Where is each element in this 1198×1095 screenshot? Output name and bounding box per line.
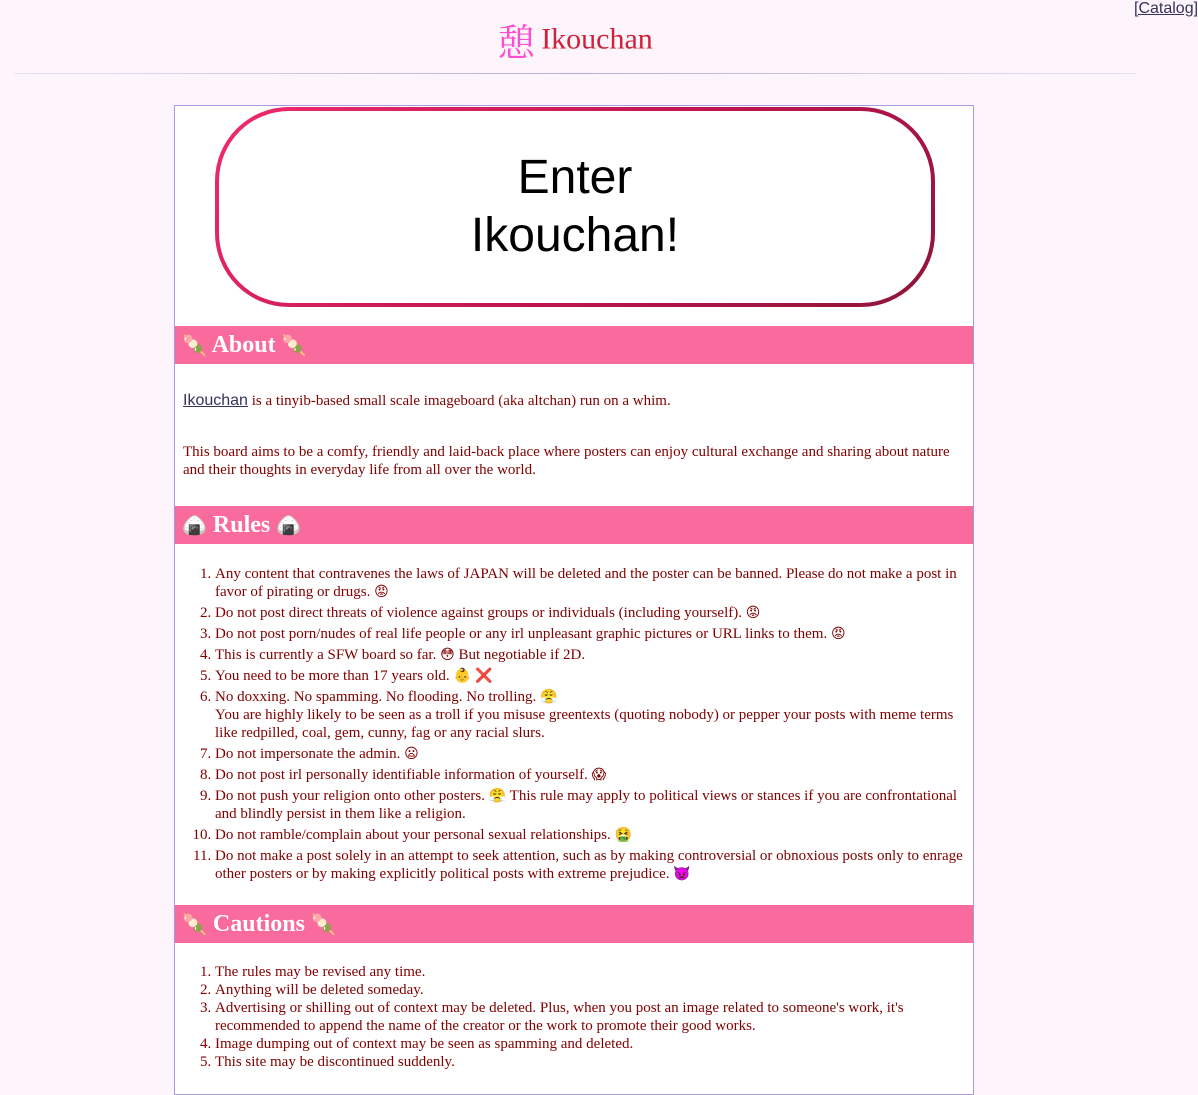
huff-face-icon: 😤 bbox=[540, 689, 558, 705]
angry-face-icon: 😡 bbox=[374, 584, 389, 600]
caution-item: 2. Anything will be deleted someday. bbox=[215, 981, 965, 999]
frowning-face-icon: 😦 bbox=[404, 746, 419, 762]
about-heading-text: About bbox=[211, 332, 276, 358]
onigiri-icon: 🍙 bbox=[182, 513, 207, 537]
angry-face-icon: 😡 bbox=[830, 626, 846, 642]
huff-face-icon: 😤 bbox=[488, 788, 507, 804]
site-title: Ikouchan bbox=[541, 22, 653, 56]
caution-item: 5. This site may be discontinued suddenly. bbox=[215, 1053, 965, 1071]
enter-line-2: Ikouchan! bbox=[470, 209, 680, 262]
rules-heading-text: Rules bbox=[212, 512, 271, 538]
rules-heading bbox=[175, 506, 973, 544]
angry-face-icon: 😡 bbox=[745, 605, 761, 621]
rule-extra-text: You are highly likely to be seen as a troll if you misuse greentexts (quoting nobody) or pepper your posts with meme terms like redpilled, coal, gem, cunny, fag or any racial slurs. bbox=[215, 707, 954, 741]
caution-item: 4. Image dumping out of context may be seen as spamming and deleted. bbox=[215, 1035, 965, 1053]
caution-item: 3. Advertising or shilling out of context may be deleted. Plus, when you post an image related to someone's work, it's recommended to append the name of the creator or the work to promote their good works. bbox=[215, 999, 965, 1035]
dango-icon: 🍡 bbox=[182, 912, 207, 936]
dango-icon: 🍡 bbox=[281, 333, 307, 357]
ikouchan-link[interactable]: Ikouchan bbox=[183, 392, 248, 409]
enter-line-1: Enter bbox=[517, 151, 633, 204]
rule-item: 10. Do not ramble/complain about your personal sexual relationships. 🤮 bbox=[215, 826, 965, 844]
rule-item: 4. This is currently a SFW board so far. 😳 But negotiable if 2D. bbox=[215, 646, 965, 664]
rule-item: 1. Any content that contravenes the laws of JAPAN will be deleted and the poster can be banned. Please do not make a post in favor of pirating or drugs. 😡 bbox=[215, 565, 965, 601]
about-paragraph: This board aims to be a comfy, friendly and laid-back place where posters can enjoy cultural exchange and sharing about nature and their thoughts in everyday life from all over the world. bbox=[183, 444, 950, 478]
about-heading bbox=[175, 326, 973, 364]
scream-face-icon: 😱 bbox=[591, 767, 607, 783]
about-intro bbox=[183, 392, 968, 410]
cautions-heading-text: Cautions bbox=[212, 911, 305, 937]
cautions-list bbox=[175, 963, 965, 1071]
devil-face-icon: 👿 bbox=[673, 866, 691, 882]
enter-button-label[interactable] bbox=[219, 111, 931, 303]
flushed-face-icon: 😳 bbox=[440, 647, 455, 663]
baby-cross-icon: 👶 ❌ bbox=[453, 668, 493, 684]
intro-panel bbox=[174, 105, 974, 1095]
rule-item: 9. Do not push your religion onto other posters. 😤 This rule may apply to political views or stances if you are confrontational and blindly persist in them like a religion. bbox=[215, 787, 965, 823]
site-header bbox=[0, 12, 1150, 67]
rule-item: 3. Do not post porn/nudes of real life people or any irl unpleasant graphic pictures or URL links to them. 😡 bbox=[215, 625, 965, 643]
rule-item: 6. No doxxing. No spamming. No flooding. No trolling. 😤 You are highly likely to be seen as a troll if you misuse greentexts (quoting nobody) or pepper your posts with meme terms like redpilled, coal, gem, cunny, fag or any racial slurs. bbox=[215, 688, 965, 742]
dango-icon: 🍡 bbox=[310, 912, 336, 936]
vomit-face-icon: 🤮 bbox=[614, 827, 632, 843]
catalog-link[interactable]: [Catalog] bbox=[1134, 0, 1198, 17]
onigiri-icon: 🍙 bbox=[276, 513, 302, 537]
caution-item: 1. The rules may be revised any time. bbox=[215, 963, 965, 981]
enter-button[interactable] bbox=[215, 107, 935, 307]
about-intro-text: is a tinyib-based small scale imageboard (aka altchan) run on a whim. bbox=[247, 393, 671, 409]
cautions-heading bbox=[175, 905, 973, 943]
rule-item: 11. Do not make a post solely in an attempt to seek attention, such as by making controversial or obnoxious posts only to enrage other posters or by making explicitly political posts with extreme prejudice. 👿 bbox=[215, 847, 965, 883]
logo-icon: 憩 bbox=[497, 21, 536, 65]
rule-item: 2. Do not post direct threats of violence against groups or individuals (including yourself). 😡 bbox=[215, 604, 965, 622]
rule-item: 5. You need to be more than 17 years old. 👶 ❌ bbox=[215, 667, 965, 685]
rule-item: 8. Do not post irl personally identifiable information of yourself. 😱 bbox=[215, 766, 965, 784]
rules-list bbox=[175, 565, 965, 886]
dango-icon: 🍡 bbox=[182, 333, 207, 357]
header-divider bbox=[14, 73, 1136, 74]
rule-item: 7. Do not impersonate the admin. 😦 bbox=[215, 745, 965, 763]
